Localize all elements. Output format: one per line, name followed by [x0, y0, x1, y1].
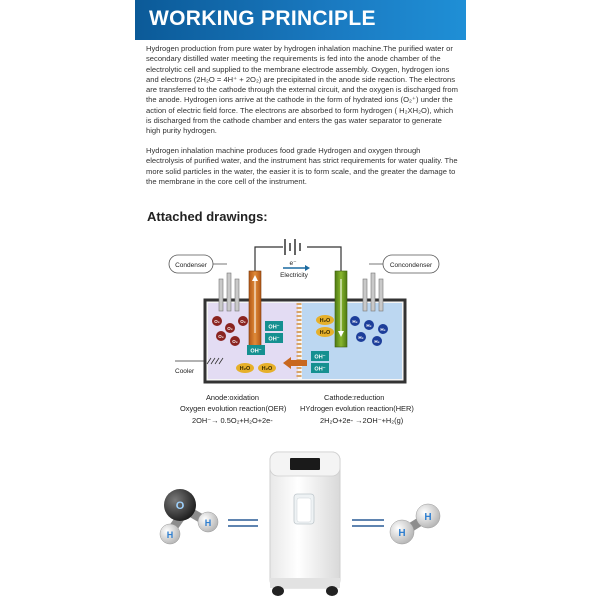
diagram-label: O₂	[227, 326, 233, 331]
electricity-label: Electricity	[280, 272, 308, 279]
diagram-label: O₂	[214, 319, 220, 324]
intro-paragraph-1: Hydrogen production from pure water by hydrogen inhalation machine.The purified water or secondary distilled water meeting the requirements is fed into the anode chamber of the electrolytic cell and supplied to the membrane electrode assembly. Oxygen, hydrogen ions and electrons (2H₂O = 4H⁺ + 2O₂) are precipitated in the anode side reaction. The electrons are transferred to the cathode through the external circuit, and the oxygen is discharged from the anode. Hydrogen ions arrive at the cathode in the form of hydrated ions (O₂⁺) under the action of electric field force. The electrons are absorbed to form hydrogen ( H₂XH₂O), which is discharged from the cathode chamber and enters the gas water separator to generate high purity hydrogen.	[146, 44, 458, 136]
diagram-label: OH⁻	[268, 336, 280, 343]
diagram-label: H	[424, 512, 432, 523]
anode-subtitle: Oxygen evolution reaction(OER)	[180, 404, 287, 413]
section-title: Attached drawings:	[147, 209, 268, 224]
battery-icon	[285, 239, 300, 255]
electron-label: e⁻	[289, 260, 297, 267]
cooler-label: Cooler	[175, 368, 195, 375]
page-title: WORKING PRINCIPLE	[149, 7, 376, 30]
product-illustration	[150, 450, 460, 600]
diagram-label: H₂	[358, 335, 364, 340]
machine-display	[290, 458, 320, 470]
equals-sign-right	[352, 520, 384, 526]
diagram-label: O₂	[232, 339, 238, 344]
diagram-label: H₂	[380, 327, 386, 332]
circuit-wire-left	[255, 247, 283, 273]
diagram-label: OH⁻	[268, 324, 280, 331]
cathode-equation: 2H₂O+2e- →2OH⁻+H₂(g)	[320, 416, 404, 425]
machine-wheel	[326, 586, 338, 596]
hydrogen-molecule	[390, 504, 440, 544]
pipes-right	[363, 273, 383, 311]
condenser-right-label: Concondenser	[389, 262, 433, 269]
diagram-label: OH⁻	[250, 348, 262, 355]
diagram-label: H₂O	[319, 318, 331, 324]
water-molecule	[160, 489, 218, 544]
intro-paragraph-2: Hydrogen inhalation machine produces food grade Hydrogen and oxygen through electrolysis of purified water, and the instrument has strict requirements for water quality. The more solid particles in the water, the easier it is to form scale, and the greater the damage to the membrane in the core cell of the instrument.	[146, 146, 458, 186]
machine-wheel	[272, 586, 284, 596]
diagram-label: H	[204, 518, 212, 528]
circuit-wire-right	[307, 247, 341, 273]
machine-bottle	[297, 498, 311, 522]
equals-sign-left	[228, 520, 258, 526]
diagram-label: H₂	[366, 323, 372, 328]
diagram-label: H₂O	[239, 366, 251, 372]
diagram-label: O₂	[218, 334, 224, 339]
diagram-label: H₂O	[319, 330, 331, 336]
electrolysis-diagram	[165, 233, 455, 433]
diagram-label: O	[175, 500, 185, 512]
anode-equation: 2OH⁻→ 0.5O₂+H₂O+2e-	[192, 416, 273, 425]
header-banner	[135, 0, 466, 40]
diagram-label: H₂O	[261, 366, 273, 372]
anode-title: Anode:oxidation	[206, 393, 260, 402]
diagram-label: O₂	[240, 319, 246, 324]
diagram-label: H	[398, 528, 406, 539]
diagram-label: OH⁻	[314, 366, 326, 373]
diagram-label: H	[166, 530, 174, 540]
diagram-label: H₂	[374, 339, 380, 344]
pipes-left	[219, 273, 239, 311]
electron-arrowhead	[305, 265, 310, 271]
diagram-label: H₂	[352, 319, 358, 324]
hydrogen-machine	[270, 452, 340, 596]
diagram-label: OH⁻	[314, 354, 326, 361]
cathode-title: Cathode:reduction	[324, 393, 385, 402]
cathode-subtitle: HYdrogen evolution reaction(HER)	[300, 404, 414, 413]
condenser-left-label: Condenser	[175, 262, 207, 269]
